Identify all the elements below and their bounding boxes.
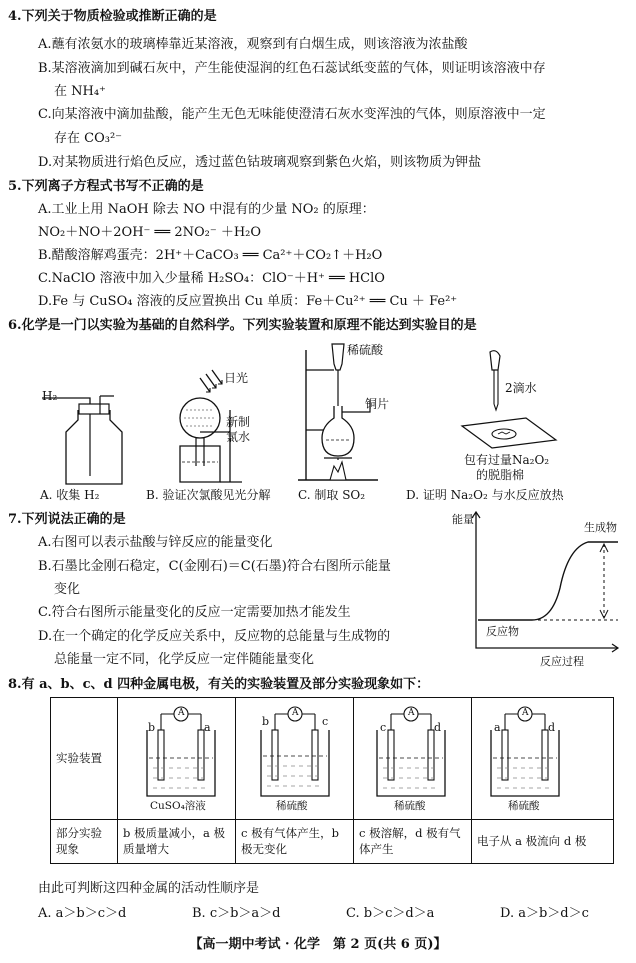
observation-2: c 极有气体产生，b 极无变化 bbox=[236, 820, 354, 864]
apparatus-d-na2o2-label-1: 包有过量Na₂O₂ bbox=[464, 453, 550, 467]
cell2-solution: 稀硫酸 bbox=[276, 800, 308, 812]
cell1-ammeter: A bbox=[178, 708, 185, 718]
q8-choice-d: D. a＞b＞d＞c bbox=[500, 906, 589, 921]
page-footer: 【高一期中考试 · 化学 第 2 页(共 6 页)】 bbox=[189, 937, 447, 952]
apparatus-b-chlorine-label-1: 新制 bbox=[226, 415, 251, 429]
apparatus-b-sun-label: 日光 bbox=[224, 371, 249, 385]
q7-option-d-cont: 总能量一定不同，化学反应一定伴随能量变化 bbox=[54, 652, 315, 667]
q4-option-b: B.某溶液滴加到碱石灰中，产生能使湿润的红色石蕊试纸变蓝的气体，则证明该溶液中存 bbox=[38, 61, 546, 76]
row-header-setup: 实验装置 bbox=[51, 698, 118, 820]
cell3-ammeter: A bbox=[408, 708, 415, 718]
caption-b: B. 验证次氯酸见光分解 bbox=[146, 488, 271, 502]
q5-option-c: C.NaClO 溶液中加入少量稀 H₂SO₄：ClO⁻＋H⁺ ══ HClO bbox=[38, 271, 385, 286]
cell2-ammeter: A bbox=[292, 708, 299, 718]
q4-option-a: A.蘸有浓氨水的玻璃棒靠近某溶液，观察到有白烟生成，则该溶液为浓盐酸 bbox=[38, 37, 468, 52]
apparatus-d-water-label: 2滴水 bbox=[505, 381, 537, 395]
energy-diagram bbox=[448, 512, 628, 662]
apparatus-c-acid-label: 稀硫酸 bbox=[347, 343, 384, 357]
observation-1: b 极质量减小，a 极质量增大 bbox=[118, 820, 236, 864]
q7-option-c: C.符合右图所示能量变化的反应一定需要加热才能发生 bbox=[38, 605, 351, 620]
q8-choice-b: B. c＞b＞a＞d bbox=[192, 906, 281, 921]
row-header-observation: 部分实验现象 bbox=[51, 820, 118, 864]
apparatus-a-gas-bottle bbox=[38, 390, 128, 480]
q7-option-d: D.在一个确定的化学反应关系中，反应物的总能量与生成物的 bbox=[38, 629, 391, 644]
apparatus-c-copper-label: 铜片 bbox=[365, 397, 390, 411]
caption-a: A. 收集 H₂ bbox=[40, 488, 100, 502]
q7-option-a: A.右图可以表示盐酸与锌反应的能量变化 bbox=[38, 535, 273, 550]
cell3-label-d: d bbox=[434, 721, 442, 734]
apparatus-c-reaction-setup bbox=[298, 340, 388, 485]
q6-stem: 6.化学是一门以实验为基础的自然科学。下列实验装置和原理不能达到实验目的是 bbox=[8, 318, 477, 333]
energy-graph-product: 生成物 bbox=[584, 521, 617, 534]
q4-option-d: D.对某物质进行焰色反应，透过蓝色钴玻璃观察到紫色火焰，则该物质为钾盐 bbox=[38, 155, 482, 170]
cell3-solution: 稀硫酸 bbox=[394, 800, 426, 812]
cell1-label-b: b bbox=[148, 721, 156, 734]
cell4-label-d: d bbox=[548, 721, 556, 734]
observation-3: c 极溶解，d 极有气体产生 bbox=[354, 820, 472, 864]
q5-stem: 5.下列离子方程式书写不正确的是 bbox=[8, 179, 204, 194]
q5-option-d: D.Fe 与 CuSO₄ 溶液的反应置换出 Cu 单质：Fe＋Cu²⁺ ══ Cu ＋ Fe²⁺ bbox=[38, 294, 458, 309]
q4-option-c-cont: 存在 CO₃²⁻ bbox=[54, 131, 123, 146]
q7-option-b: B.石墨比金刚石稳定，C(金刚石)＝C(石墨)符合右图所示能量 bbox=[38, 559, 391, 574]
q4-stem: 4.下列关于物质检验或推断正确的是 bbox=[8, 9, 217, 24]
cell2-label-b: b bbox=[262, 715, 270, 728]
cell-2 bbox=[261, 707, 329, 796]
caption-c: C. 制取 SO₂ bbox=[298, 488, 366, 502]
q5-option-b: B.醋酸溶解鸡蛋壳：2H⁺＋CaCO₃ ══ Ca²⁺＋CO₂↑＋H₂O bbox=[38, 248, 383, 263]
apparatus-a-h2-label: H₂ bbox=[42, 389, 58, 403]
energy-graph-ylabel: 能量 bbox=[452, 513, 474, 526]
cell4-ammeter: A bbox=[522, 708, 529, 718]
apparatus-b-chlorine-label-2: 氯水 bbox=[226, 430, 251, 444]
q8-choice-a: A. a＞b＞c＞d bbox=[38, 906, 127, 921]
q8-choice-c: C. b＞c＞d＞a bbox=[346, 906, 435, 921]
energy-graph-reactant: 反应物 bbox=[486, 625, 519, 638]
observation-4: 电子从 a 极流向 d 极 bbox=[472, 820, 614, 864]
cell1-solution: CuSO₄溶液 bbox=[150, 800, 206, 812]
energy-graph-xlabel: 反应过程 bbox=[540, 655, 584, 668]
apparatus-d-na2o2-label-2: 的脱脂棉 bbox=[476, 468, 525, 482]
q4-option-b-cont: 在 NH₄⁺ bbox=[54, 84, 106, 99]
q7-stem: 7.下列说法正确的是 bbox=[8, 512, 126, 527]
cell3-label-c: c bbox=[380, 721, 387, 734]
q4-option-c: C.向某溶液中滴加盐酸，能产生无色无味能使澄清石灰水变浑浊的气体，则原溶液中一定 bbox=[38, 107, 546, 122]
q8-stem: 8.有 a、b、c、d 四种金属电极，有关的实验装置及部分实验现象如下： bbox=[8, 677, 430, 692]
caption-d: D. 证明 Na₂O₂ 与水反应放热 bbox=[406, 488, 564, 502]
q5-option-a: A.工业上用 NaOH 除去 NO 中混有的少量 NO₂ 的原理： bbox=[38, 202, 375, 217]
energy-curve bbox=[478, 542, 618, 620]
cell1-label-a: a bbox=[204, 721, 211, 734]
cell2-label-c: c bbox=[322, 715, 329, 728]
q8-question: 由此可判断这四种金属的活动性顺序是 bbox=[38, 881, 260, 896]
q5-option-a-equation: NO₂＋NO＋2OH⁻ ══ 2NO₂⁻ ＋H₂O bbox=[38, 225, 262, 240]
q7-option-b-cont: 变化 bbox=[54, 582, 81, 597]
cell4-solution: 稀硫酸 bbox=[508, 800, 540, 812]
cell4-label-a: a bbox=[494, 721, 501, 734]
apparatus-d-dropper bbox=[452, 348, 562, 448]
